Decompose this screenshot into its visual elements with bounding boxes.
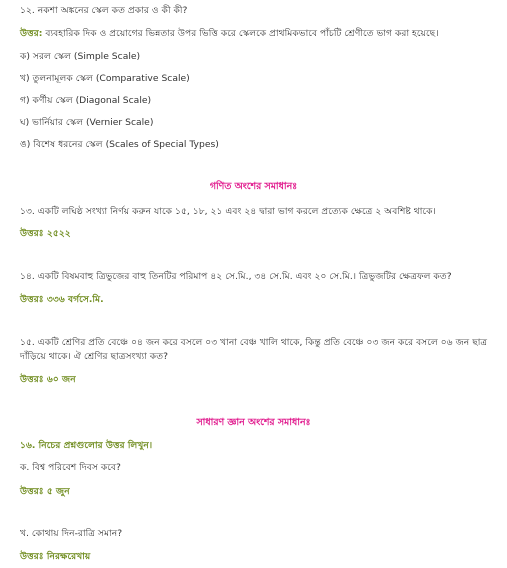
- q14-question: ১৪. একটি বিষমবাহু ত্রিভুজের বাহু তিনটির পরিমাপ ৪২ সে.মি., ৩৪ সে.মি. এবং ২০ সে.মি.। ত্রিভুজটির ক্ষেত্রফল কত?: [20, 271, 452, 282]
- q12-item-3: গ) কর্ণীয় স্কেল (Diagonal Scale): [20, 95, 152, 106]
- math-section-heading: গণিত অংশের সমাধানঃ: [209, 181, 298, 192]
- gk-section-heading: সাধারণ জ্ঞান অংশের সমাধানঃ: [196, 417, 311, 428]
- q16b-answer: উত্তরঃ নিরক্ষরেখায়: [20, 551, 91, 562]
- q14-answer: উত্তরঃ ৩৩৬ বর্গসে.মি.: [20, 294, 104, 305]
- q16a-answer: উত্তরঃ ৫ জুন: [20, 486, 70, 497]
- q16-title: ১৬. নিচের প্রশ্নগুলোর উত্তর লিখুন।: [20, 440, 153, 451]
- q15-answer: উত্তরঃ ৬০ জন: [20, 374, 76, 385]
- q12-item-4: ঘ) ভার্নিয়ার স্কেল (Vernier Scale): [20, 117, 154, 128]
- q13-question: ১৩. একটি লঘিষ্ঠ সংখ্যা নির্ণয় করুন যাকে ১৫, ১৮, ২১ এবং ২৪ দ্বারা ভাগ করলে প্রত্যেক ক্ষেত্রে ২ অবশিষ্ট থাকে।: [20, 206, 436, 217]
- q15-question-line1: ১৫. একটি শ্রেণির প্রতি বেঞ্চে ০৪ জন করে বসলে ০৩ খানা বেঞ্চ খালি থাকে, কিন্তু প্রতি বেঞ্চে ০৩ জন করে বসলে ০৬ জন ছাত্র: [20, 337, 488, 348]
- q12-question: ১২. নকশা অঙ্কনের স্কেল কত প্রকার ও কী কী?: [20, 5, 188, 16]
- q12-answer-label: উত্তর:: [20, 28, 43, 39]
- q15-question-line2: দাঁড়িয়ে থাকে। ঐ শ্রেণির ছাত্রসংখ্যা কত?: [20, 351, 168, 362]
- q16b-question: খ. কোথায় দিন-রাত্রি সমান?: [20, 528, 123, 539]
- q13-answer: উত্তরঃ ২৫২২: [20, 228, 71, 239]
- q16a-question: ক. বিশ্ব পরিবেশ দিবস কবে?: [20, 462, 121, 473]
- q12-item-1: ক) সরল স্কেল (Simple Scale): [20, 51, 141, 62]
- q12-answer-text: ব্যবহারিক দিক ও প্রয়োগের ভিন্নতার উপর ভিত্তি করে স্কেলকে প্রাথমিকভাবে পাঁচটি শ্রেণীতে ভাগ করা হয়েছে।: [42, 28, 439, 39]
- q12-answer: [20, 27, 501, 41]
- q12-item-2: খ) তুলনামূলক স্কেল (Comparative Scale): [20, 73, 190, 84]
- q12-item-5: ঙ) বিশেষ ধরনের স্কেল (Scales of Special Types): [20, 139, 219, 150]
